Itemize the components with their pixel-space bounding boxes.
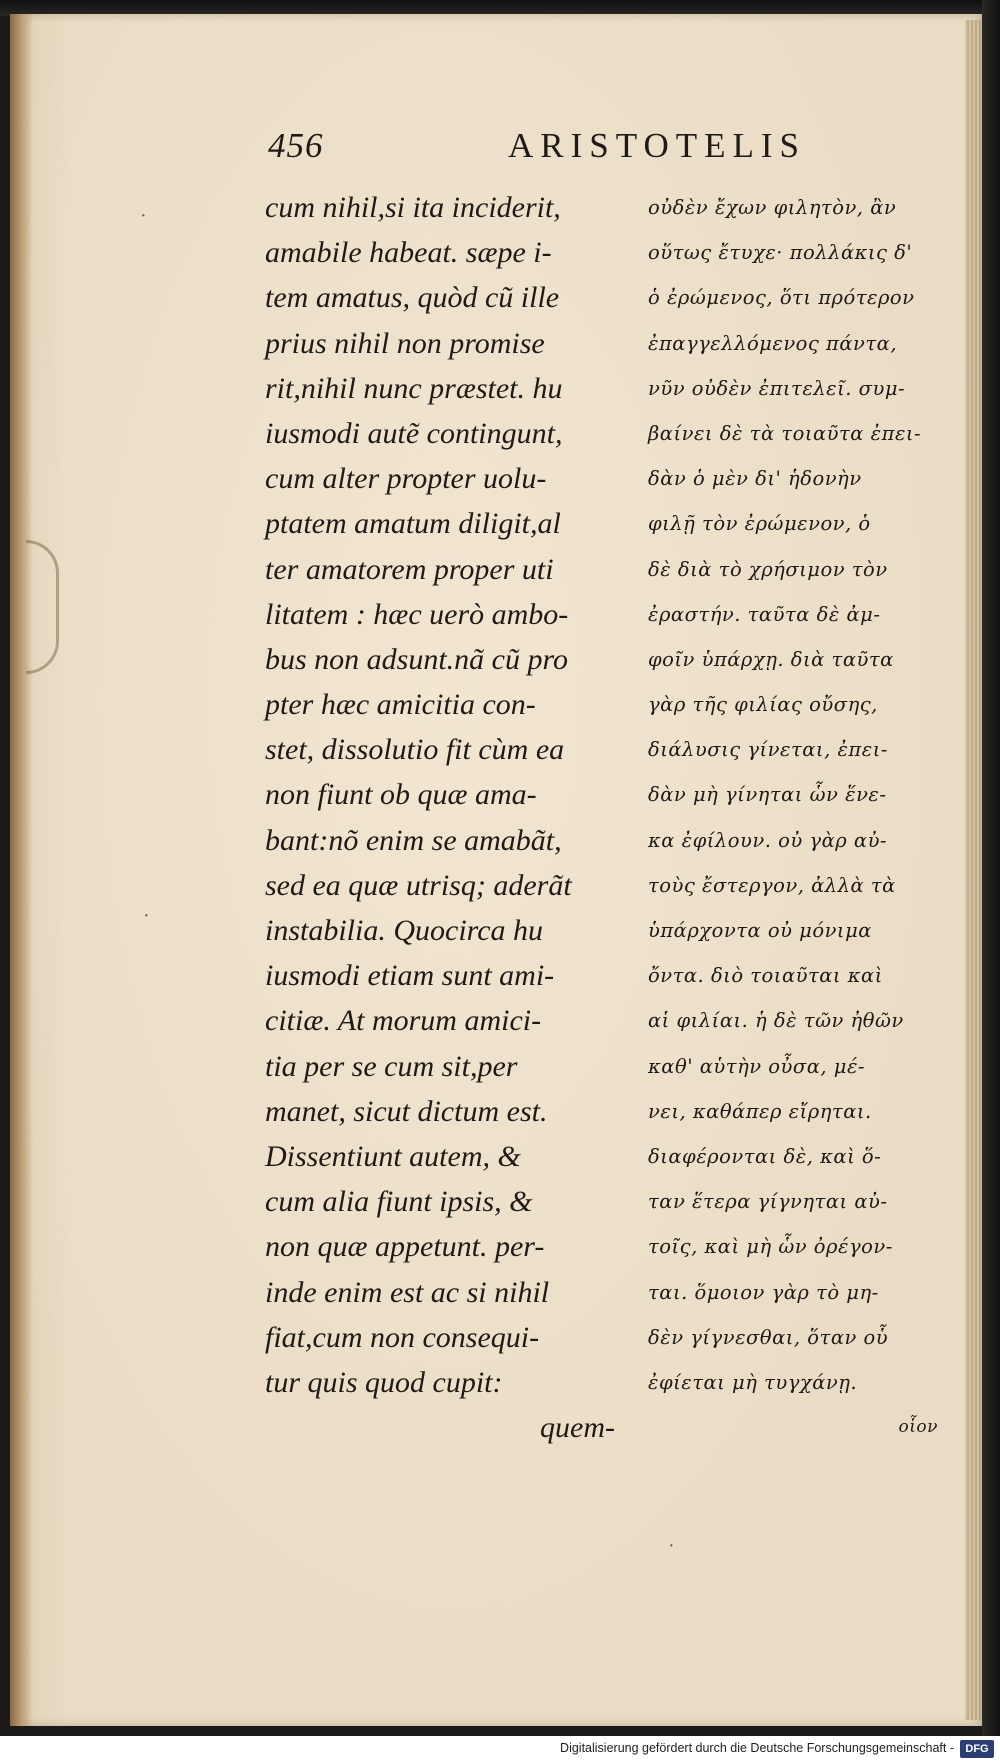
latin-text-line: non quæ appetunt. per-	[265, 1230, 545, 1264]
latin-text-line: sed ea quæ utrisq; aderãt	[265, 868, 572, 902]
latin-text-line: cum nihil,si ita inciderit,	[265, 191, 561, 224]
latin-text-line: prius nihil non promise	[265, 326, 545, 360]
greek-text-line: νῦν οὐδὲν ἐπιτελεῖ. συμ-	[648, 376, 906, 400]
latin-text-line: cum alter propter uolu-	[265, 462, 547, 496]
greek-text-line: τοῖς, καὶ μὴ ὧν ὀρέγον-	[648, 1235, 893, 1259]
latin-text-line: Dissentiunt autem, &	[265, 1139, 521, 1173]
greek-text-line: τοὺς ἔστεργον, ἀλλὰ τὰ	[648, 873, 896, 897]
latin-text-line: non fiunt ob quæ ama-	[265, 778, 537, 812]
latin-text-line: ptatem amatum diligit,al	[265, 507, 561, 541]
running-title: ARISTOTELIS	[508, 126, 807, 165]
latin-text-line: litatem : hæc uerò ambo-	[265, 597, 569, 631]
greek-text-line: καθ' αὑτὴν οὖσα, μέ-	[648, 1054, 865, 1078]
greek-text-line: διάλυσις γίνεται, ἐπει-	[648, 738, 888, 762]
scan-right-edge	[982, 0, 1000, 1764]
greek-text-line: ἐραστήν. ταῦτα δὲ ἀμ-	[648, 602, 881, 626]
greek-text-line: κα ἐφίλουν. οὐ γὰρ αὐ-	[648, 828, 888, 852]
book-binding	[10, 14, 32, 1726]
latin-text-line: tia per se cum sit,per	[265, 1049, 518, 1083]
latin-text-line: stet, dissolutio fit cùm ea	[265, 733, 565, 767]
ink-speck: ·	[143, 905, 150, 927]
latin-text-line: fiat,cum non consequi-	[265, 1320, 540, 1354]
greek-text-line: αἱ φιλίαι. ἡ δὲ τῶν ἠθῶν	[648, 1009, 904, 1033]
latin-text-line: bus non adsunt.nã cũ pro	[265, 642, 569, 676]
page-number: 456	[268, 126, 324, 165]
page-clasp-mark	[26, 540, 59, 674]
greek-text-line: ἐφίεται μὴ τυγχάνῃ.	[648, 1370, 858, 1394]
latin-text-line: tem amatus, quòd cũ ille	[265, 281, 560, 315]
greek-text-line: ὄντα. διὸ τοιαῦται καὶ	[648, 964, 883, 988]
latin-text-line: iusmodi autẽ contingunt,	[265, 416, 563, 450]
latin-text-line: citiæ. At morum amici-	[265, 1004, 542, 1038]
greek-text-line: φιλῇ τὸν ἐρώμενον, ὁ	[648, 512, 871, 536]
latin-text-line: amabile habeat. sæpe i-	[265, 236, 552, 270]
latin-text-line: iusmodi etiam sunt ami-	[265, 959, 555, 993]
latin-text-line: instabilia. Quocirca hu	[265, 914, 544, 947]
footer-credit: Digitalisierung gefördert durch die Deutsche Forschungsgemeinschaft -	[560, 1741, 954, 1755]
greek-text-line: ταν ἕτερα γίγνηται αὐ-	[648, 1190, 888, 1214]
latin-text-line: tur quis quod cupit:	[265, 1365, 503, 1399]
latin-text-line: cum alia fiunt ipsis, &	[265, 1185, 533, 1219]
greek-text-line: δὰν μὴ γίνηται ὧν ἕνε-	[648, 783, 887, 807]
greek-text-line: δὰν ὁ μὲν δι' ἡδονὴν	[648, 467, 862, 491]
ink-speck: ·	[668, 1535, 675, 1557]
greek-text-column	[648, 185, 978, 1450]
latin-text-line: pter hæc amicitia con-	[265, 688, 536, 722]
greek-text-line: ἐπαγγελλόμενος πάντα,	[648, 331, 898, 355]
greek-text-line: νει, καθάπερ εἴρηται.	[648, 1099, 872, 1123]
latin-text-line: inde enim est ac si nihil	[265, 1275, 550, 1309]
latin-text-column	[265, 185, 625, 1450]
ink-speck: ·	[140, 205, 147, 227]
latin-text-line: manet, sicut dictum est.	[265, 1094, 548, 1128]
greek-catchword: οἷον	[898, 1417, 938, 1438]
dfg-logo: DFG	[960, 1740, 994, 1758]
greek-text-line: ὑπάρχοντα οὐ μόνιμα	[648, 919, 872, 942]
latin-catchword: quem-	[540, 1411, 615, 1445]
greek-text-line: φοῖν ὑπάρχῃ. διὰ ταῦτα	[648, 647, 894, 671]
greek-text-line: οὐδὲν ἔχων φιλητὸν, ἂν	[648, 196, 897, 219]
page-header	[268, 120, 868, 170]
greek-text-line: ὁ ἐρώμενος, ὅτι πρότερον	[648, 286, 915, 310]
digitization-footer	[0, 1736, 1000, 1764]
latin-text-line: rit,nihil nunc præstet. hu	[265, 371, 563, 405]
greek-text-line: ται. ὅμοιον γὰρ τὸ μη-	[648, 1280, 879, 1304]
greek-text-line: διαφέρονται δὲ, καὶ ὅ-	[648, 1144, 882, 1168]
greek-text-line: δὲν γίγνεσθαι, ὅταν οὗ	[648, 1325, 889, 1349]
latin-text-line: bant:nõ enim se amabãt,	[265, 823, 562, 857]
latin-text-line: ter amatorem proper uti	[265, 552, 554, 586]
greek-text-line: οὕτως ἔτυχε· πολλάκις δ'	[648, 241, 913, 265]
greek-text-line: βαίνει δὲ τὰ τοιαῦτα ἐπει-	[648, 421, 922, 445]
greek-text-line: δὲ διὰ τὸ χρήσιμον τὸν	[648, 557, 888, 581]
greek-text-line: γὰρ τῆς φιλίας οὔσης,	[648, 693, 878, 717]
